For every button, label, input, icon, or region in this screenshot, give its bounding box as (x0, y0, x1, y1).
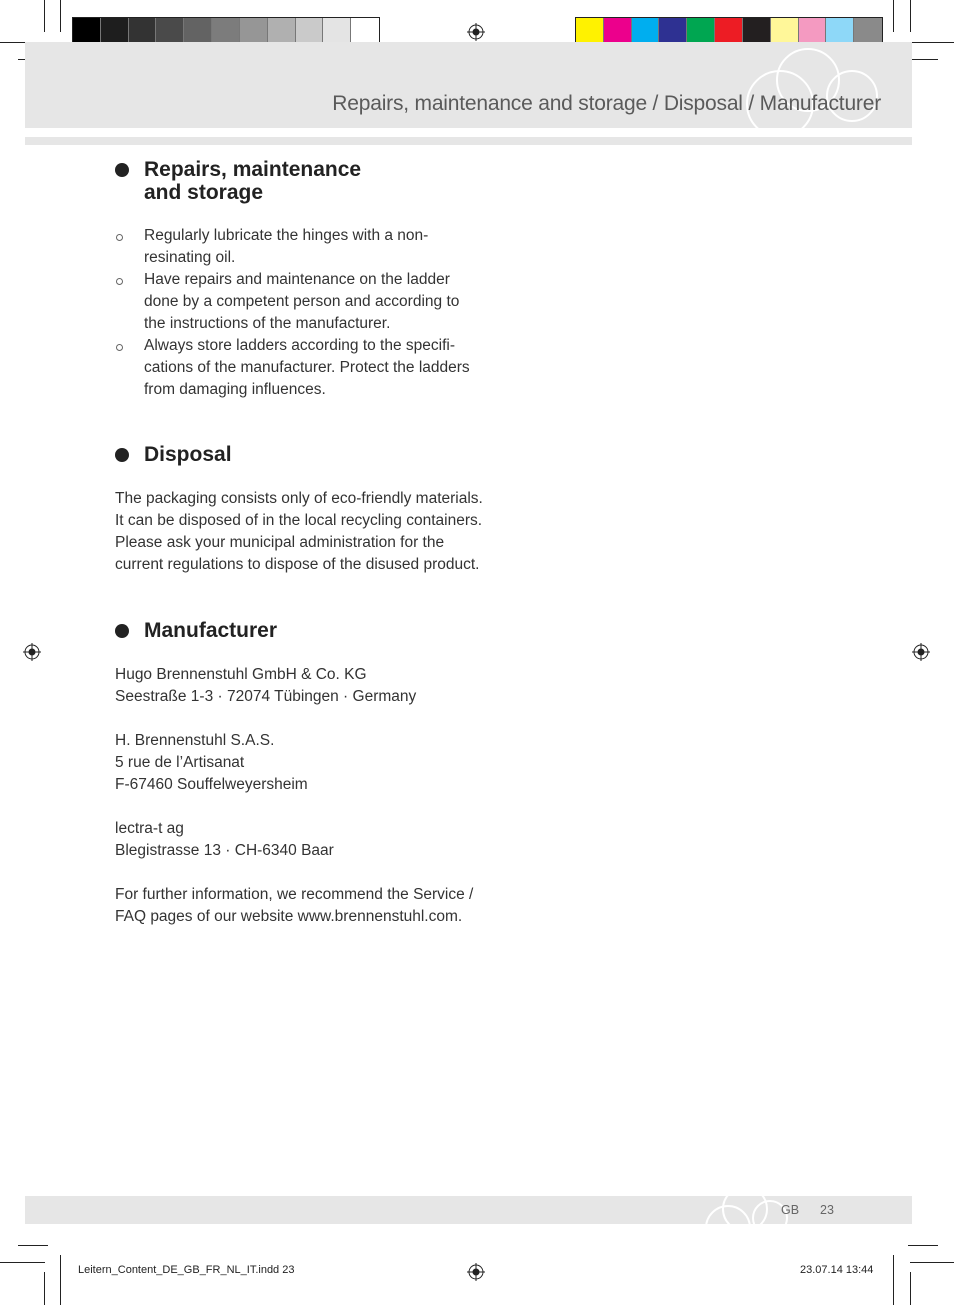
heading-bullet (115, 448, 129, 462)
address-line: H. Brennenstuhl S.A.S. (115, 732, 275, 749)
heading-bullet (115, 163, 129, 177)
registration-mark-icon (467, 23, 485, 41)
paragraph-line: current regulations to dispose of the disused product. (115, 556, 480, 573)
list-item (115, 225, 475, 269)
bullet-circle-icon (116, 234, 123, 241)
heading-line: Manufacturer (144, 619, 278, 642)
disposal-paragraph (115, 488, 483, 576)
address-line: Blegistrasse 13 · CH-6340 Baar (115, 842, 334, 859)
address-line: lectra-t ag (115, 820, 184, 837)
paragraph-line: The packaging consists only of eco-friendly materials. (115, 490, 483, 507)
crop-mark (44, 1272, 45, 1305)
address-line: Seestraße 1-3 · 72074 Tübingen · Germany (115, 688, 417, 705)
section-heading-disposal (115, 443, 232, 466)
list-item-line: cations of the manufacturer. Protect the ladders (144, 359, 470, 376)
registration-mark-icon (23, 643, 41, 661)
info-line: For further information, we recommend the Service / (115, 886, 474, 903)
crop-mark (908, 1245, 938, 1246)
crop-mark (60, 0, 61, 32)
crop-mark (908, 59, 938, 60)
blank-line (115, 862, 475, 884)
list-item (115, 335, 475, 401)
crop-mark (910, 1272, 911, 1305)
registration-mark-icon (467, 1263, 485, 1281)
heading-bullet (115, 624, 129, 638)
list-item-line: resinating oil. (144, 249, 236, 266)
crop-mark (18, 1245, 48, 1246)
section-heading-manufacturer (115, 619, 277, 642)
file-slug: Leitern_Content_DE_GB_FR_NL_IT.indd 23 (78, 1264, 295, 1276)
list-item-line: Have repairs and maintenance on the ladder (144, 271, 450, 288)
crop-mark (910, 1262, 954, 1263)
page-title: Repairs, maintenance and storage / Disposal / Manufacturer (332, 92, 881, 115)
heading-line: Disposal (144, 443, 232, 466)
heading-line: Repairs, maintenance (144, 158, 362, 181)
registration-mark-icon (912, 643, 930, 661)
bullet-circle-icon (116, 344, 123, 351)
blank-line (115, 796, 475, 818)
section-heading-repairs (115, 158, 361, 204)
address-line: F-67460 Souffelweyersheim (115, 776, 308, 793)
blank-line (115, 708, 475, 730)
list-item-line: Always store ladders according to the specifi- (144, 337, 456, 354)
print-timestamp: 23.07.14 13:44 (800, 1264, 874, 1276)
heading-line: and storage (144, 181, 264, 204)
address-line: Hugo Brennenstuhl GmbH & Co. KG (115, 666, 367, 683)
crop-mark (60, 1255, 61, 1305)
bullet-circle-icon (116, 278, 123, 285)
list-item-line: from damaging influences. (144, 381, 326, 398)
crop-mark (44, 0, 45, 32)
crop-mark (910, 0, 911, 32)
list-item-line: Regularly lubricate the hinges with a non- (144, 227, 429, 244)
info-line: FAQ pages of our website www.brennenstuhl.com. (115, 908, 463, 925)
crop-mark (0, 1262, 45, 1263)
manufacturer-paragraph (115, 664, 475, 928)
list-item (115, 269, 475, 335)
list-item-line: the instructions of the manufacturer. (144, 315, 391, 332)
country-code: GB (781, 1203, 800, 1217)
paragraph-line: Please ask your municipal administration for the (115, 534, 445, 551)
address-line: 5 rue de l’Artisanat (115, 754, 245, 771)
crop-mark (893, 1255, 894, 1305)
crop-mark (910, 42, 954, 43)
page-number-value: 23 (820, 1203, 834, 1217)
paragraph-line: It can be disposed of in the local recycling containers. (115, 512, 483, 529)
list-item-line: done by a competent person and according to (144, 293, 460, 310)
page-number (781, 1203, 834, 1217)
repairs-list (115, 225, 475, 401)
crop-mark (893, 0, 894, 32)
header-rule (25, 137, 912, 145)
